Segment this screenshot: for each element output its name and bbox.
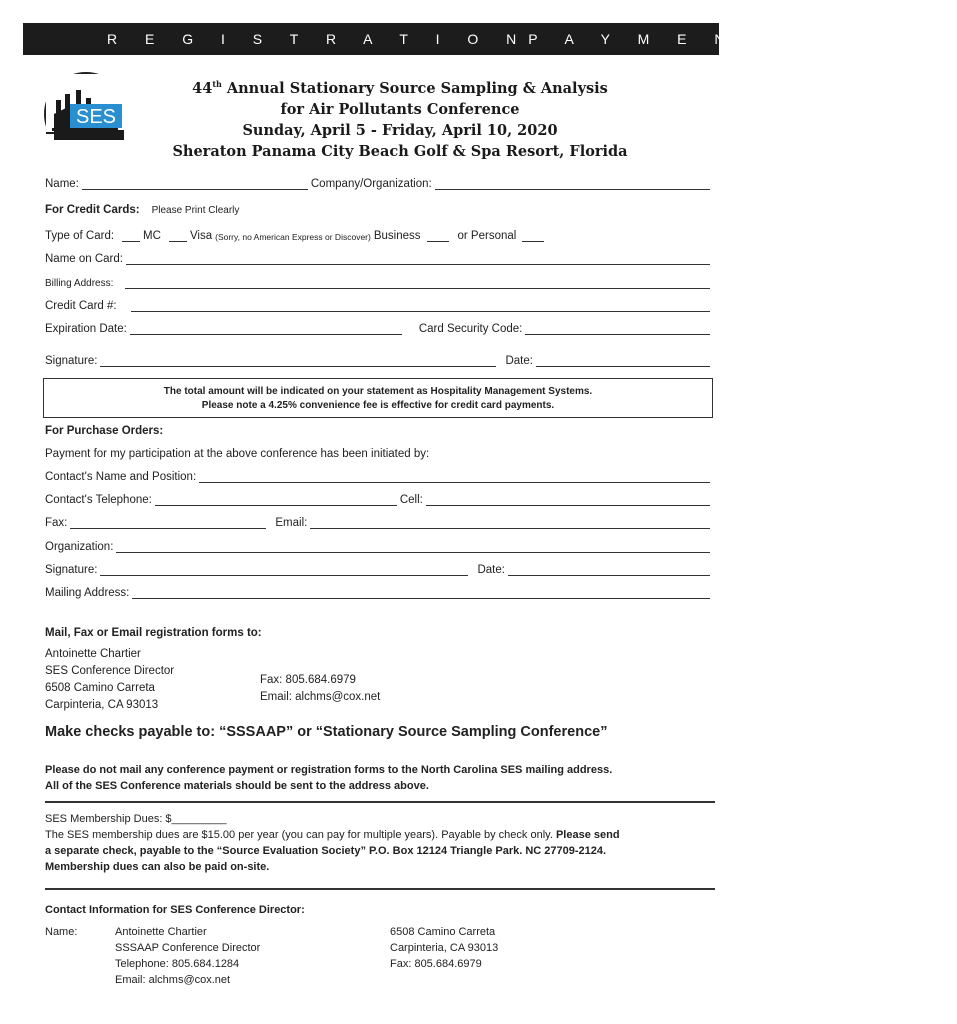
form-banner bbox=[23, 23, 957, 55]
contact-right-line: 6508 Camino Carreta bbox=[390, 926, 496, 938]
mailing-address-field[interactable] bbox=[132, 589, 710, 599]
credit-card-number-label: Credit Card #: bbox=[45, 300, 117, 312]
business-label: Business bbox=[373, 230, 421, 242]
personal-label: or Personal bbox=[457, 230, 517, 242]
po-date-field[interactable] bbox=[508, 566, 710, 576]
mail-address-line: 6508 Camino Carreta bbox=[45, 682, 155, 694]
purchase-intro: Payment for my participation at the above conference has been initiated by: bbox=[45, 448, 430, 460]
fee-notice-box bbox=[43, 378, 713, 418]
po-signature-row bbox=[45, 560, 713, 576]
name-on-card-field[interactable] bbox=[126, 255, 710, 265]
mail-heading: Mail, Fax or Email registration forms to: bbox=[45, 627, 262, 639]
contact-phone-label: Contact's Telephone: bbox=[45, 494, 152, 506]
credit-card-number-field[interactable] bbox=[131, 302, 710, 312]
contact-left-line: Telephone: 805.684.1284 bbox=[115, 958, 240, 970]
notice-line-1: The total amount will be indicated on your statement as Hospitality Management Systems. bbox=[163, 386, 593, 397]
divider bbox=[45, 801, 715, 803]
title-line-3: Sunday, April 5 - Friday, April 10, 2020 bbox=[242, 121, 558, 139]
organization-label: Organization: bbox=[45, 541, 114, 553]
contact-name-row bbox=[45, 467, 713, 483]
purchase-intro-row bbox=[45, 444, 713, 460]
contact-name-field[interactable] bbox=[199, 473, 710, 483]
notice-line-2: Please note a 4.25% convenience fee is effective for credit card payments. bbox=[201, 400, 555, 411]
card-type-label: Type of Card: bbox=[45, 230, 115, 242]
mc-label: MC bbox=[143, 230, 161, 242]
signature-label: Signature: bbox=[45, 355, 98, 367]
logo-text: SES bbox=[75, 106, 117, 128]
signature-row bbox=[45, 351, 713, 367]
mail-address-line: SES Conference Director bbox=[45, 665, 175, 677]
date-field[interactable] bbox=[536, 357, 710, 367]
membership-text-line-2: a separate check, payable to the “Source Evaluation Society” P.O. Box 12124 Triangle Park. NC 27709-2124. bbox=[45, 845, 607, 857]
expiration-label: Expiration Date: bbox=[45, 323, 127, 335]
contact-left-line: Email: alchms@cox.net bbox=[115, 974, 231, 986]
email-label: Email: bbox=[275, 517, 308, 529]
purchase-heading: For Purchase Orders: bbox=[45, 425, 164, 437]
membership-section bbox=[45, 811, 717, 875]
billing-address-label: Billing Address: bbox=[45, 278, 114, 289]
credit-heading: For Credit Cards: bbox=[45, 204, 140, 216]
fax-field[interactable] bbox=[70, 519, 266, 529]
contact-phone-row bbox=[45, 490, 713, 506]
po-signature-field[interactable] bbox=[100, 566, 468, 576]
title-line-4: Sheraton Panama City Beach Golf & Spa Resort, Florida bbox=[172, 142, 628, 160]
contact-heading: Contact Information for SES Conference Director: bbox=[45, 904, 305, 916]
contact-right-line: Carpinteria, CA 93013 bbox=[390, 942, 499, 954]
security-code-field[interactable] bbox=[525, 325, 710, 335]
signature-field[interactable] bbox=[100, 357, 496, 367]
conference-title bbox=[150, 74, 650, 162]
expiration-row bbox=[45, 319, 713, 335]
visa-checkbox[interactable] bbox=[169, 232, 187, 242]
mail-address-line: Carpinteria, CA 93013 bbox=[45, 699, 159, 711]
checks-payable: Make checks payable to: “SSSAAP” or “Stationary Source Sampling Conference” bbox=[45, 724, 608, 740]
contact-right bbox=[390, 924, 498, 972]
name-company-row bbox=[45, 174, 713, 190]
security-code-label: Card Security Code: bbox=[418, 323, 523, 335]
purchase-heading-row bbox=[45, 421, 713, 437]
divider bbox=[45, 888, 715, 890]
mail-fax: Fax: 805.684.6979 bbox=[260, 674, 356, 686]
name-field[interactable] bbox=[82, 180, 308, 190]
po-signature-label: Signature: bbox=[45, 564, 98, 576]
cell-field[interactable] bbox=[426, 496, 710, 506]
mail-contact bbox=[260, 672, 380, 706]
mailing-address-row bbox=[45, 583, 713, 599]
po-date-label: Date: bbox=[477, 564, 505, 576]
personal-checkbox[interactable] bbox=[522, 232, 544, 242]
membership-dues-label[interactable]: SES Membership Dues: $_________ bbox=[45, 813, 227, 825]
ses-logo bbox=[44, 72, 128, 156]
mail-email: Email: alchms@cox.net bbox=[260, 691, 381, 703]
visa-label: Visa bbox=[189, 230, 213, 242]
mail-address bbox=[45, 646, 174, 714]
title-line-2: for Air Pollutants Conference bbox=[280, 100, 520, 118]
print-clearly-note: Please Print Clearly bbox=[151, 205, 240, 216]
email-field[interactable] bbox=[310, 519, 710, 529]
credit-heading-row bbox=[45, 200, 713, 216]
banner-left: R E G I S T R A T I O N bbox=[107, 31, 529, 47]
billing-address-row bbox=[45, 273, 713, 289]
credit-card-number-row bbox=[45, 296, 713, 312]
contact-name-label: Contact's Name and Position: bbox=[45, 471, 197, 483]
card-type-row bbox=[45, 226, 713, 242]
contact-left-line: Antoinette Chartier bbox=[115, 926, 207, 938]
contact-name-label: Name: bbox=[45, 926, 78, 938]
membership-text-line-1: The SES membership dues are $15.00 per year (you can pay for multiple years). Payable by check only. Please send bbox=[45, 829, 620, 841]
organization-field[interactable] bbox=[116, 543, 710, 553]
contact-right-line: Fax: 805.684.6979 bbox=[390, 958, 482, 970]
company-label: Company/Organization: bbox=[310, 178, 432, 190]
mailing-address-label: Mailing Address: bbox=[45, 587, 130, 599]
name-label: Name: bbox=[45, 178, 79, 190]
organization-row bbox=[45, 537, 713, 553]
company-field[interactable] bbox=[435, 180, 710, 190]
membership-text-line-3: Membership dues can also be paid on-site. bbox=[45, 861, 270, 873]
contact-left bbox=[115, 924, 260, 988]
fax-email-row bbox=[45, 513, 713, 529]
banner-right: P A Y M E N T F O R M bbox=[528, 31, 957, 47]
billing-address-field[interactable] bbox=[125, 279, 710, 289]
name-on-card-label: Name on Card: bbox=[45, 253, 123, 265]
cell-label: Cell: bbox=[399, 494, 423, 506]
name-on-card-row bbox=[45, 249, 713, 265]
business-checkbox[interactable] bbox=[427, 232, 449, 242]
warning-line-1: Please do not mail any conference payment or registration forms to the North Carolina SES mailing address. bbox=[45, 764, 613, 776]
title-line-1: 44th Annual Stationary Source Sampling & Analysis bbox=[192, 79, 608, 97]
date-label: Date: bbox=[505, 355, 533, 367]
contact-phone-field[interactable] bbox=[155, 496, 397, 506]
warning-line-2: All of the SES Conference materials should be sent to the address above. bbox=[45, 780, 429, 792]
mailing-warning bbox=[45, 762, 612, 794]
contact-left-line: SSSAAP Conference Director bbox=[115, 942, 261, 954]
mc-checkbox[interactable] bbox=[122, 232, 140, 242]
visa-note: (Sorry, no American Express or Discover) bbox=[215, 232, 371, 242]
expiration-field[interactable] bbox=[130, 325, 402, 335]
fax-label: Fax: bbox=[45, 517, 68, 529]
mail-address-line: Antoinette Chartier bbox=[45, 648, 141, 660]
